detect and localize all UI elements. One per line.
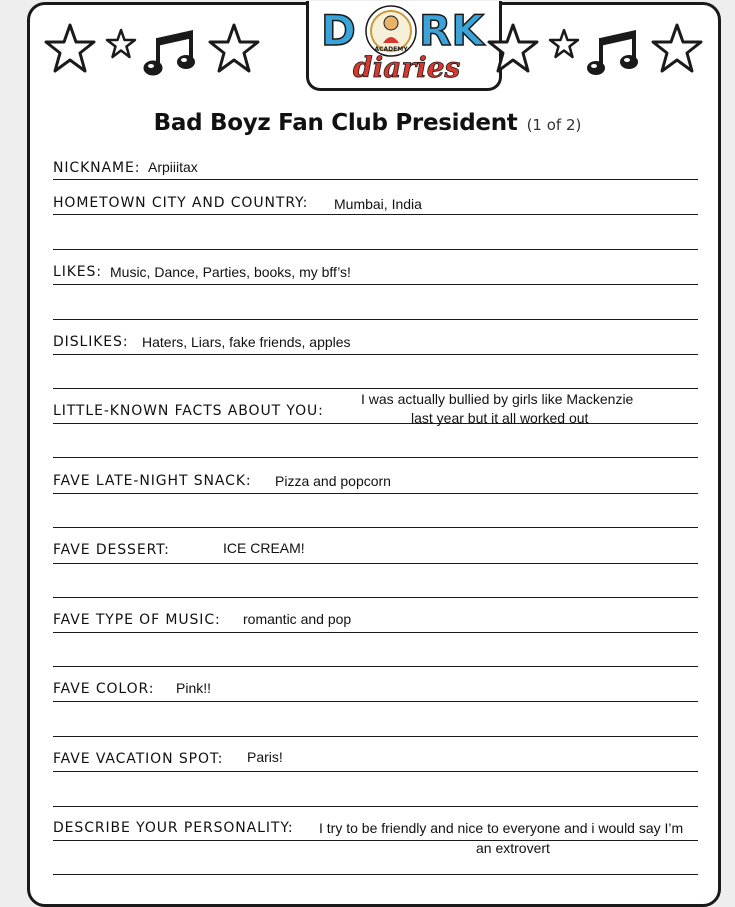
- likes-answer[interactable]: Music, Dance, Parties, books, my bff’s!: [110, 264, 351, 280]
- logo-word-diaries: diaries: [353, 51, 461, 84]
- answer-line: [53, 666, 698, 667]
- little-known-facts-answer-line-1[interactable]: I was actually bullied by girls like Mackenzie: [361, 391, 634, 407]
- dislikes-answer[interactable]: Haters, Liars, fake friends, apples: [142, 334, 351, 350]
- answer-line: [53, 388, 698, 389]
- fave-vacation-label: FAVE VACATION SPOT:: [53, 751, 224, 767]
- fave-vacation-answer[interactable]: Paris!: [247, 749, 283, 765]
- answer-line: [53, 597, 698, 598]
- late-night-snack-answer[interactable]: Pizza and popcorn: [275, 473, 391, 489]
- dislikes-label: DISLIKES:: [53, 334, 129, 350]
- answer-line: [53, 457, 698, 458]
- small-star-icon: [105, 28, 137, 60]
- personality-label: DESCRIBE YOUR PERSONALITY:: [53, 820, 294, 836]
- page-title: [0, 110, 735, 136]
- hometown-label: HOMETOWN CITY AND COUNTRY:: [53, 195, 309, 211]
- answer-line: [53, 214, 698, 215]
- answer-line: [53, 284, 698, 285]
- logo-tab: [306, 1, 502, 91]
- likes-label: LIKES:: [53, 264, 102, 280]
- little-known-facts-label: LITTLE-KNOWN FACTS ABOUT YOU:: [53, 403, 324, 419]
- hometown-answer[interactable]: Mumbai, India: [334, 196, 422, 212]
- answer-line: [53, 840, 698, 841]
- nickname-answer[interactable]: Arpiiitax: [148, 159, 198, 175]
- star-icon: [208, 22, 260, 78]
- fave-color-answer[interactable]: Pink!!: [176, 680, 212, 696]
- music-note-icon: [143, 26, 201, 78]
- star-icon: [44, 22, 96, 78]
- badge-text: ACADEMY: [374, 46, 408, 53]
- answer-line: [53, 179, 698, 180]
- personality-answer-line-2[interactable]: an extrovert: [476, 840, 550, 856]
- answer-line: [53, 423, 698, 424]
- personality-answer-line-1[interactable]: I try to be friendly and nice to everyone and i would say I’m: [319, 820, 684, 836]
- small-star-icon: [548, 28, 580, 60]
- answer-line: [53, 527, 698, 528]
- fave-music-answer[interactable]: romantic and pop: [243, 611, 352, 627]
- answer-line: [53, 249, 698, 250]
- answer-line: [53, 319, 698, 320]
- little-known-facts-answer-line-2[interactable]: last year but it all worked out: [411, 410, 589, 426]
- answer-line: [53, 771, 698, 772]
- music-note-icon: [586, 26, 644, 78]
- answer-line: [53, 632, 698, 633]
- star-icon: [651, 22, 703, 78]
- girl-face-icon: [384, 16, 398, 30]
- dork-diaries-logo: [309, 1, 499, 87]
- star-icon: [487, 22, 539, 78]
- logo-letter-d: D: [321, 6, 356, 55]
- nickname-label: NICKNAME:: [53, 160, 141, 176]
- answer-line: [53, 806, 698, 807]
- answer-line: [53, 354, 698, 355]
- answer-line: [53, 493, 698, 494]
- fave-dessert-label: FAVE DESSERT:: [53, 542, 170, 558]
- fave-dessert-answer[interactable]: ICE CREAM!: [223, 540, 305, 556]
- late-night-snack-label: FAVE LATE-NIGHT SNACK:: [53, 473, 252, 489]
- fave-music-label: FAVE TYPE OF MUSIC:: [53, 612, 221, 628]
- answer-line: [53, 874, 698, 875]
- title-page-indicator: (1 of 2): [526, 116, 582, 134]
- answer-line: [53, 736, 698, 737]
- answer-line: [53, 701, 698, 702]
- logo-letters-rk: RK: [419, 6, 484, 55]
- answer-line: [53, 563, 698, 564]
- fave-color-label: FAVE COLOR:: [53, 681, 155, 697]
- title-text: Bad Boyz Fan Club President: [153, 110, 518, 136]
